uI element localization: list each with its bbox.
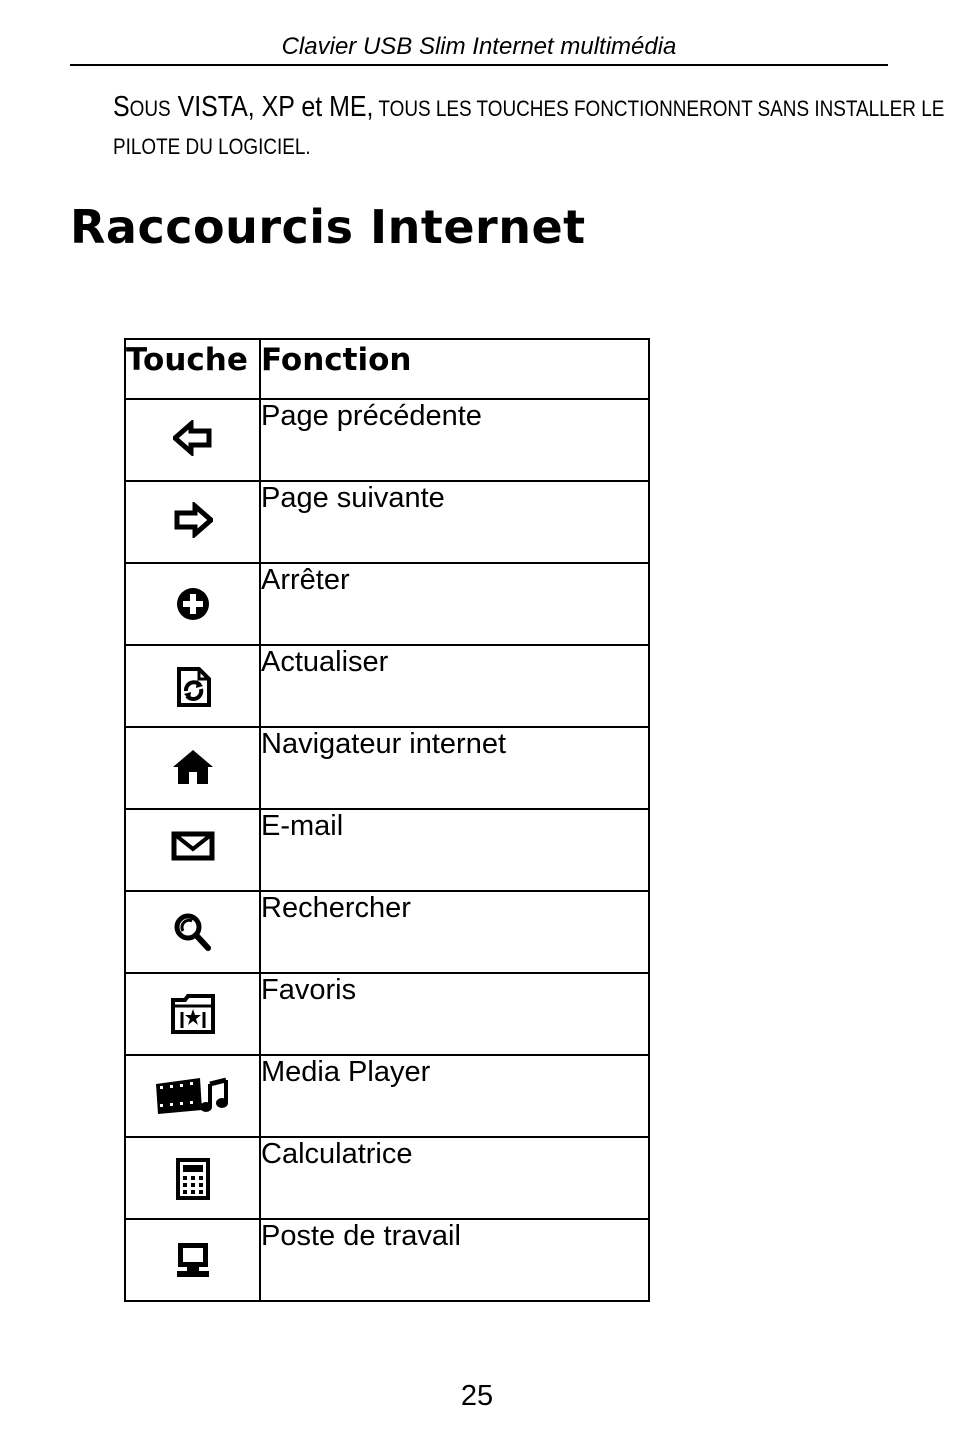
- intro-cap-s: S: [113, 91, 130, 123]
- function-label: Rechercher: [260, 891, 649, 973]
- table-row: [125, 1055, 649, 1137]
- function-label: Media Player: [260, 1055, 649, 1137]
- function-label: Actualiser: [260, 645, 649, 727]
- table-row: [125, 891, 649, 973]
- intro-smallcaps-ous: OUS: [129, 96, 171, 121]
- header-fonction: Fonction: [260, 339, 649, 399]
- refresh-icon: [173, 666, 213, 708]
- key-cell: [125, 1055, 260, 1137]
- intro-line-1: [113, 88, 945, 128]
- key-cell: [125, 481, 260, 563]
- intro-note: [113, 88, 945, 166]
- table-row: [125, 563, 649, 645]
- table-row: [125, 727, 649, 809]
- key-cell: [125, 891, 260, 973]
- key-cell: [125, 1137, 260, 1219]
- function-label: Navigateur internet: [260, 727, 649, 809]
- function-label: Calculatrice: [260, 1137, 649, 1219]
- running-header: Clavier USB Slim Internet multimédia: [70, 30, 888, 66]
- key-cell: [125, 1219, 260, 1301]
- table-row: [125, 645, 649, 727]
- table-row: [125, 973, 649, 1055]
- function-label: Poste de travail: [260, 1219, 649, 1301]
- favorites-icon: [170, 994, 216, 1034]
- intro-smallcaps-rest: TOUS LES TOUCHES FONCTIONNERONT SANS INSTALLER LE: [373, 96, 945, 121]
- header-touche: Touche: [125, 339, 260, 399]
- computer-icon: [173, 1240, 213, 1280]
- function-label: Page précédente: [260, 399, 649, 481]
- function-label: Favoris: [260, 973, 649, 1055]
- key-cell: [125, 727, 260, 809]
- function-label: E-mail: [260, 809, 649, 891]
- home-icon: [171, 748, 215, 786]
- shortcut-table: [124, 338, 650, 1302]
- forward-arrow-icon: [173, 502, 213, 538]
- stop-icon: [173, 584, 213, 624]
- mail-icon: [171, 830, 215, 862]
- table-row: [125, 399, 649, 481]
- search-icon: [173, 912, 213, 952]
- key-cell: [125, 563, 260, 645]
- function-label: Arrêter: [260, 563, 649, 645]
- section-title: Raccourcis Internet: [70, 200, 586, 254]
- table-row: [125, 809, 649, 891]
- media-player-icon: [154, 1076, 232, 1116]
- key-cell: [125, 809, 260, 891]
- intro-line-2: PILOTE DU LOGICIEL.: [113, 134, 311, 159]
- page-number: 25: [460, 1380, 494, 1412]
- intro-os-list: VISTA, XP et ME,: [170, 91, 374, 123]
- back-arrow-icon: [173, 420, 213, 456]
- key-cell: [125, 645, 260, 727]
- key-cell: [125, 973, 260, 1055]
- function-label: Page suivante: [260, 481, 649, 563]
- table-row: [125, 1137, 649, 1219]
- table-row: [125, 481, 649, 563]
- calculator-icon: [175, 1158, 211, 1200]
- table-header-row: [125, 339, 649, 399]
- table-row: [125, 1219, 649, 1301]
- key-cell: [125, 399, 260, 481]
